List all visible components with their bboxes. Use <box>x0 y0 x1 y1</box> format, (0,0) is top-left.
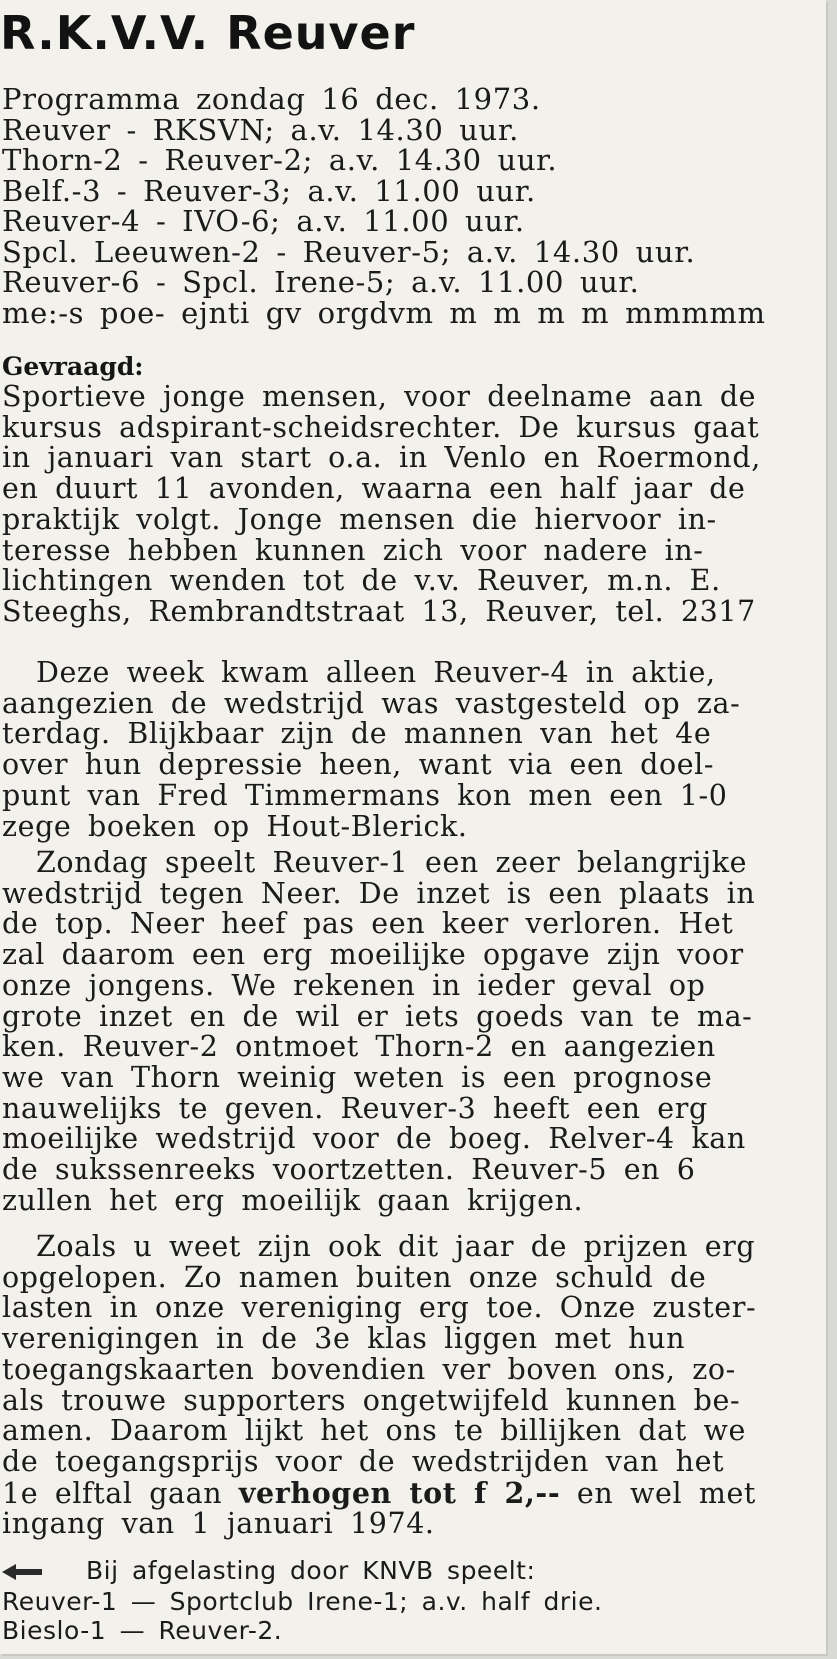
price-post: en wel met <box>560 1476 756 1510</box>
text-line: moeilijke wedstrijd voor de boeg. Relver-4 kan <box>2 1122 746 1156</box>
text-line: zege boeken op Hout-Blerick. <box>2 809 468 843</box>
text-line: de sukssenreeks voortzetten. Reuver-5 en 6 <box>2 1153 696 1187</box>
text-line: onze jongens. We rekenen in ieder geval op <box>2 968 706 1002</box>
program-line: Reuver-4 - IVO-6; a.v. 11.00 uur. <box>2 204 525 238</box>
match-program <box>2 84 766 328</box>
text-line: verenigingen in de 3e klas liggen met hun <box>2 1322 686 1356</box>
text-line: Sportieve jonge mensen, voor deelname aan de <box>2 380 757 413</box>
section-heading: Gevraagd: <box>2 352 144 381</box>
text-line: lasten in onze vereniging erg toe. Onze zuster- <box>2 1291 757 1325</box>
text-line: wedstrijd tegen Neer. De inzet is een plaats in <box>2 876 756 910</box>
text-line: amen. Daarom lijkt het ons te billijken dat we <box>2 1414 746 1448</box>
text-line: nauwelijks te geven. Reuver-3 heeft een erg <box>2 1091 708 1125</box>
program-line: me:-s poe- ejnti gv orgdvm m m m m mmmmm <box>2 295 766 330</box>
text-line: Deze week kwam alleen Reuver-4 in aktie, <box>36 656 716 689</box>
text-line: ken. Reuver-2 ontmoet Thorn-2 en aangezien <box>2 1030 716 1064</box>
text-line: lichtingen wenden tot de v.v. Reuver, m.n. E. <box>2 564 721 598</box>
paragraph-referee-course <box>2 382 802 628</box>
program-line: Belf.-3 - Reuver-3; a.v. 11.00 uur. <box>2 173 536 208</box>
price-increase: verhogen tot f 2,-- <box>238 1475 561 1510</box>
text-line: grote inzet en de wil er iets goeds van te ma- <box>2 999 753 1033</box>
notice-heading: Bij afgelasting door KNVB speelt: <box>86 1556 536 1585</box>
program-line: Thorn-2 - Reuver-2; a.v. 14.30 uur. <box>2 143 558 177</box>
text-line: over hun depressie heen, want via een doel- <box>2 748 715 782</box>
text-line: we van Thorn weinig weten is een prognose <box>2 1060 713 1094</box>
text-line: opgelopen. Zo namen buiten onze schuld de <box>2 1260 707 1294</box>
text-line: de top. Neer heef pas een keer verloren. Het <box>2 907 734 941</box>
text-line: Steeghs, Rembrandtstraat 13, Reuver, tel. 2317 <box>2 594 756 628</box>
program-line: Reuver - RKSVN; a.v. 14.30 uur. <box>2 112 519 147</box>
club-title: R.K.V.V. Reuver <box>0 6 416 60</box>
text-line: teresse hebben kunnen zich voor nadere in- <box>2 533 704 567</box>
text-line: aangezien de wedstrijd was vastgesteld op za- <box>2 686 741 720</box>
text-line: toegangskaarten bovendien ver boven ons, zo- <box>2 1352 736 1386</box>
program-line: Reuver-6 - Spcl. Irene-5; a.v. 11.00 uur. <box>2 265 640 299</box>
notice-line: Bieslo-1 — Reuver-2. <box>2 1615 283 1645</box>
text-line: terdag. Blijkbaar zijn de mannen van het 4e <box>2 717 712 751</box>
paragraph-ticket-prices <box>2 1232 802 1540</box>
text-line: en duurt 11 avonden, waarna een half jaar de <box>2 472 746 506</box>
price-pre: 1e elftal gaan <box>2 1476 239 1510</box>
text-line: in januari van start o.a. in Venlo en Roermond, <box>2 441 761 475</box>
text-line: praktijk volgt. Jonge mensen die hiervoor in- <box>2 502 717 536</box>
text-line: als trouwe supporters ongetwijfeld kunnen be- <box>2 1383 741 1417</box>
text-line: de toegangsprijs voor de wedstrijden van het <box>2 1444 725 1478</box>
text-line: Zoals u weet zijn ook dit jaar de prijzen erg <box>36 1230 756 1263</box>
text-line: kursus adspirant-scheidsrechter. De kursus gaat <box>2 410 760 444</box>
text-line: zal daarom een erg moeilijke opgave zijn voor <box>2 938 744 972</box>
program-line: Programma zondag 16 dec. 1973. <box>2 82 541 116</box>
notice-line <box>2 1556 822 1587</box>
text-line: Zondag speelt Reuver-1 een zeer belangrijke <box>36 846 748 879</box>
paragraph-match-report <box>2 658 802 842</box>
text-line: punt van Fred Timmermans kon men een 1-0 <box>2 778 728 812</box>
arrow-left-icon <box>2 1558 46 1587</box>
text-line: zullen het erg moeilijk gaan krijgen. <box>2 1183 584 1217</box>
cancellation-notice <box>2 1556 822 1645</box>
text-line: ingang van 1 januari 1974. <box>2 1507 435 1541</box>
text-line-price <box>2 1475 802 1510</box>
paragraph-preview <box>2 848 802 1216</box>
program-line: Spcl. Leeuwen-2 - Reuver-5; a.v. 14.30 uur. <box>2 234 696 269</box>
notice-line: Reuver-1 — Sportclub Irene-1; a.v. half drie. <box>2 1586 603 1616</box>
